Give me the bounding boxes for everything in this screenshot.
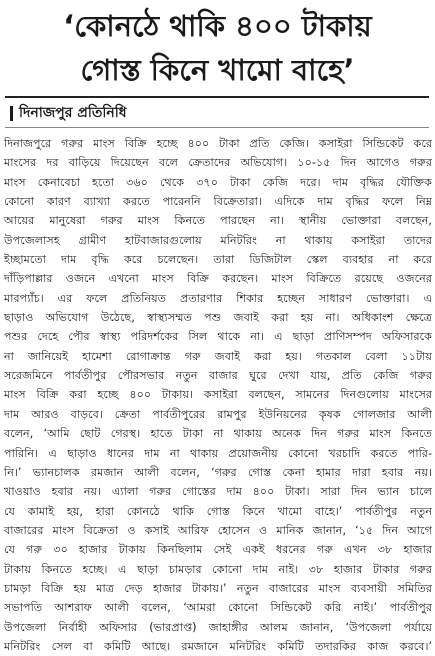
body-line: টাকায় কিনতে হচ্ছে। এ ছাড়া চামড়ার কোনো দাম নাই। ৩৮ হাজার টাকার গরুর [4, 562, 432, 576]
body-line: কোনো কারণ ব্যাখ্যা করতে পারেননি বিক্রেতারা। এদিকে দাম বৃদ্ধির ফলে নিম্ন [4, 195, 432, 209]
body-line: বাজারের মাংস বিক্রেতা ও কসাই আরিফ হোসেন ও মানিক জানান, ‘১৫ দিন আগে [4, 523, 432, 537]
body-line: পশুর দেহে পৌর স্বাস্থ্য পরিদর্শকের সিল থাকে না। এ ছাড়া প্রাণিসম্পদ অফিসারকে [4, 330, 432, 344]
body-line: উপজেলাসহ গ্রামীণ হাটবাজারগুলোয় মনিটরিং না থাকায় কসাইরা তাদের [4, 233, 432, 247]
byline: দিনাজপুর প্রতিনিধি [19, 105, 127, 121]
body-line: নি।’ ভ্যানচালক রমজান আলী বলেন, ‘গরুর গোস্ত কেনা হামার দারা হবার নয়। [4, 465, 432, 479]
body-line: চামড়া বিক্রি হয় মাত্র দেড় হাজার টাকায়।’ নতুন বাজারের মাংস ব্যবসায়ী সমিতির [4, 581, 432, 595]
article-body [4, 134, 432, 653]
body-line: ছাড়াও অভিযোগ উঠেছে, স্বাস্থ্যসম্মত পশু জবাই করা হয় না। অধিকাংশ ক্ষেত্রে [4, 311, 432, 325]
body-line: খাওয়াও হবার নয়। এ্যালা গরুর গোস্তের দাম ৪০০ টাকা। সারা দিন ভ্যান চালে [4, 485, 432, 499]
body-line: আয়ের মানুষেরা গরুর মাংস কিনতে পারছেন না। স্থানীয় ভোক্তারা বলছেন, [4, 214, 432, 228]
headline [0, 4, 435, 92]
body-line: মাংস বিক্রি করা হচ্ছে ৪০০ টাকায়। কসাইরা বলছেন, সামনের দিনগুলোয় মাংসের [4, 388, 432, 402]
body-line: দাম আরও বাড়বে। ক্রেতা পার্বতীপুরের রামপুর ইউনিয়নের কৃষক গোলজার আলী [4, 407, 432, 421]
body-line: সরেজমিনে পার্বতীপুর পৌরসভার নতুন বাজার ঘুরে দেখা যায়, প্রতি কেজি গরুর [4, 369, 432, 383]
body-line: দিনাজপুরে গরুর মাংস বিক্রি হচ্ছে ৪০০ টাকা প্রতি কেজি। কসাইরা সিন্ডিকেট করে [4, 137, 432, 150]
body-line: পারিনি। এ ছাড়াও ধানের দাম না থাকায় প্রয়োজনীয় কোনো খরচাদি করতে পারি- [4, 446, 432, 460]
body-line: উপজেলা নির্বাহী অফিসার (ভারপ্রাপ্ত) জাহাঙ্গীর আলম জানান, ‘উপজেলা পর্যায়ে [4, 620, 432, 634]
body-line: না জানিয়েই হামেশা রোগাক্রান্ত গরু জবাই করা হয়। গতকাল বেলা ১১টায় [4, 349, 432, 363]
body-line: যে গরু ৩০ হাজার টাকায় কিনছিলাম সেই একই ধরনের গরু এখন ৩৮ হাজার [4, 543, 432, 557]
headline-line: গোস্ত কিনে খামো বাহে’ [80, 53, 355, 87]
byline-marker [10, 106, 13, 121]
body-line: সভাপতি আশরাফ আলী বলেন, ‘আমরা কোনো সিন্ডিকেট করি নাই।’ পার্বতীপুর [4, 601, 432, 615]
body-line: মাংসের দর বাড়িয়ে দিয়েছেন বলে ক্রেতাদের অভিযোগ। ১০-১৫ দিন আগেও গরুর [4, 156, 432, 170]
body-line: মারপ্যাঁচ। এর ফলে প্রতিনিয়ত প্রতারণার শিকার হচ্ছেন সাধারণ ভোক্তারা। এ [4, 291, 432, 305]
headline-line: ‘কোনঠে থাকি ৪০০ টাকায় [63, 9, 372, 43]
body-line: ইচ্ছামতো দাম বৃদ্ধি করে চলেছেন। তারা ডিজিটাল স্কেল ব্যবহার না করে [4, 253, 432, 267]
body-line: যে কামাই হয়, হারা কোনঠে থাকি গোস্ত কিনে খামো বাহে।’ পার্বতীপুর নতুন [4, 504, 432, 518]
body-line: দাঁড়িপাল্লার ওজনে এখনো মাংস বিক্রি করছেন। মাংস বিক্রিতে রয়েছে ওজনের [4, 272, 432, 286]
body-line: বলেন, ‘আমি ছোট গেরস্থ। হাতে টাকা না থাকায় অনেক দিন গরুর মাংস কিনতে [4, 427, 432, 441]
body-line: মনিটরিং সেল বা কমিটি আছে। রমজানে মনিটরিং কমিটি তদারকির কাজ করবে।’ [4, 639, 432, 653]
byline-box [5, 96, 429, 128]
body-line: মাংস কেনাবেচা হতো ৩৬০ থেকে ৩৭০ টাকা কেজি দরে। দাম বৃদ্ধির যৌক্তিক [4, 175, 432, 189]
